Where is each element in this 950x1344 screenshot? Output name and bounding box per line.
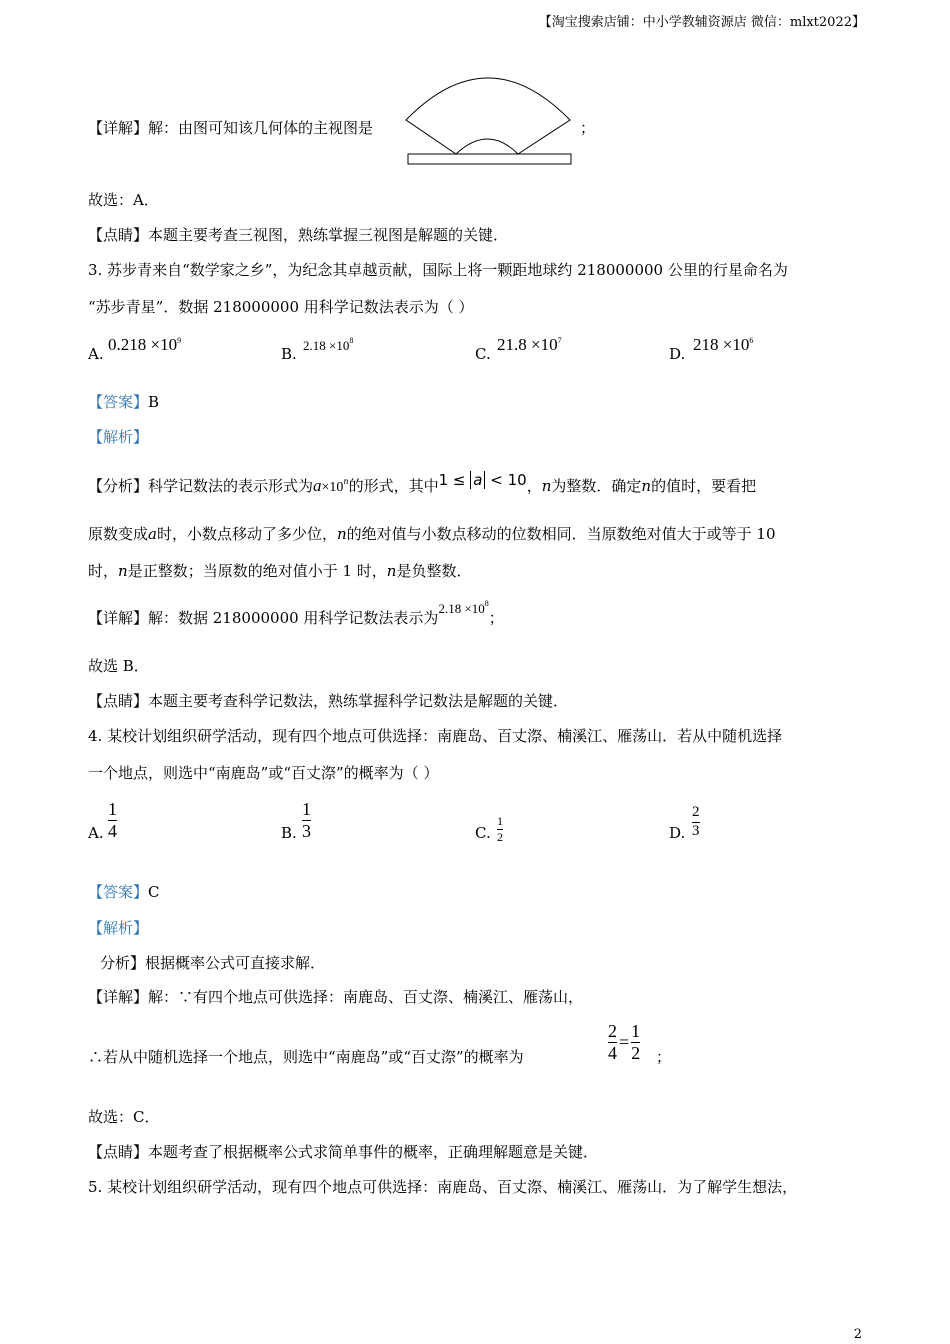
q4-option-b-fraction: $\frac{1}{3}$	[302, 799, 311, 841]
q3-option-d-label: D.	[669, 345, 686, 363]
q5-stem-line1: 5. 某校计划组织研学活动，现有四个地点可供选择：南鹿岛、百丈漈、楠溪江、雁荡山．为了解学生想法，	[88, 1178, 798, 1196]
q4-answer: 【答案】C	[88, 883, 160, 901]
q3-analysis-line3: 时，n是正整数；当原数的绝对值小于 1 时，n是负整数．	[88, 562, 472, 580]
q2-detail-text: 【详解】解：由图可知该几何体的主视图是	[88, 119, 374, 137]
q4-option-d-fraction: $\frac{2}{3}$	[692, 804, 700, 839]
q3-option-c-value: $21.8 \times 10^7$	[497, 335, 562, 354]
q4-option-d-label: D.	[669, 824, 686, 842]
q4-option-a-label: A.	[88, 824, 104, 842]
q2-detail	[88, 121, 373, 136]
q3-review: 【点睛】本题主要考查科学记数法，熟练掌握科学记数法是解题的关键．	[88, 692, 569, 710]
q3-choice: 故选 B．	[88, 657, 149, 675]
q3-option-a-value: $0.218 \times 10^9$	[108, 335, 182, 354]
q2-review: 【点睛】本题主要考查三视图，熟练掌握三视图是解题的关键．	[88, 226, 509, 244]
q3-option-a-label: A.	[88, 345, 104, 363]
q3-option-d-value: $218 \times 10^6$	[693, 335, 754, 354]
q3-option-b-label: B.	[281, 345, 297, 363]
q3-answer: 【答案】B	[88, 393, 160, 411]
q4-analysis-tag: 【解析】	[88, 919, 149, 937]
q2-detail-suffix: ；	[580, 119, 596, 137]
q4-probability-equation: $\frac{2}{4}$ = $\frac{1}{2}$	[608, 1021, 641, 1063]
q4-review: 【点睛】本题考查了根据概率公式求简单事件的概率，正确理解题意是关键．	[88, 1143, 599, 1161]
q3-analysis-line1: 【分析】科学记数法的表示形式为$a\times 10^n$的形式，其中1 ≤ a < 10，n为整数．确定n的值时，要看把	[88, 471, 757, 495]
q4-choice: 故选：C．	[88, 1108, 160, 1126]
q4-detail-suffix: ；	[656, 1048, 672, 1066]
q3-option-c-label: C.	[475, 345, 491, 363]
q2-front-view-figure	[404, 76, 576, 168]
q3-analysis-line2: 原数变成a时，小数点移动了多少位，n的绝对值与小数点移动的位数相同．当原数绝对值大于或等于 10	[88, 525, 776, 543]
q4-analysis: 分析】根据概率公式可直接求解．	[100, 954, 326, 972]
page-header: 【淘宝搜索店铺：中小学教辅资源店 微信：mlxt2022】	[538, 15, 865, 30]
q4-option-c-label: C.	[475, 824, 491, 842]
q4-option-b-label: B.	[281, 824, 297, 842]
q4-detail-line2: ∴若从中随机选择一个地点，则选中“南鹿岛”或“百丈漈”的概率为	[88, 1048, 524, 1066]
q4-stem-line2: 一个地点，则选中“南鹿岛”或“百丈漈”的概率为（ ）	[88, 764, 439, 782]
q3-detail: 【详解】解：数据 218000000 用科学记数法表示为$2.18 \times 10^8$；	[88, 599, 504, 627]
q3-option-b-value: $2.18 \times 10^8$	[303, 336, 354, 353]
q2-choice: 故选：A．	[88, 191, 159, 209]
q4-detail-line1: 【详解】解：∵有四个地点可供选择：南鹿岛、百丈漈、楠溪江、雁荡山，	[88, 988, 584, 1006]
q4-stem-line1: 4. 某校计划组织研学活动，现有四个地点可供选择：南鹿岛、百丈漈、楠溪江、雁荡山．若从中随机选择	[88, 727, 783, 745]
page-number: 2	[853, 1327, 862, 1342]
q3-stem-line1: 3. 苏步青来自“数学家之乡”，为纪念其卓越贡献，国际上将一颗距地球约 218000000 公里的行星命名为	[88, 261, 788, 279]
q4-option-a-fraction: $\frac{1}{4}$	[108, 799, 117, 841]
q3-stem-line2: “苏步青星”．数据 218000000 用科学记数法表示为（ ）	[88, 298, 474, 316]
q3-analysis-tag: 【解析】	[88, 428, 149, 446]
q4-option-c-fraction: $\frac{1}{2}$	[497, 814, 503, 844]
